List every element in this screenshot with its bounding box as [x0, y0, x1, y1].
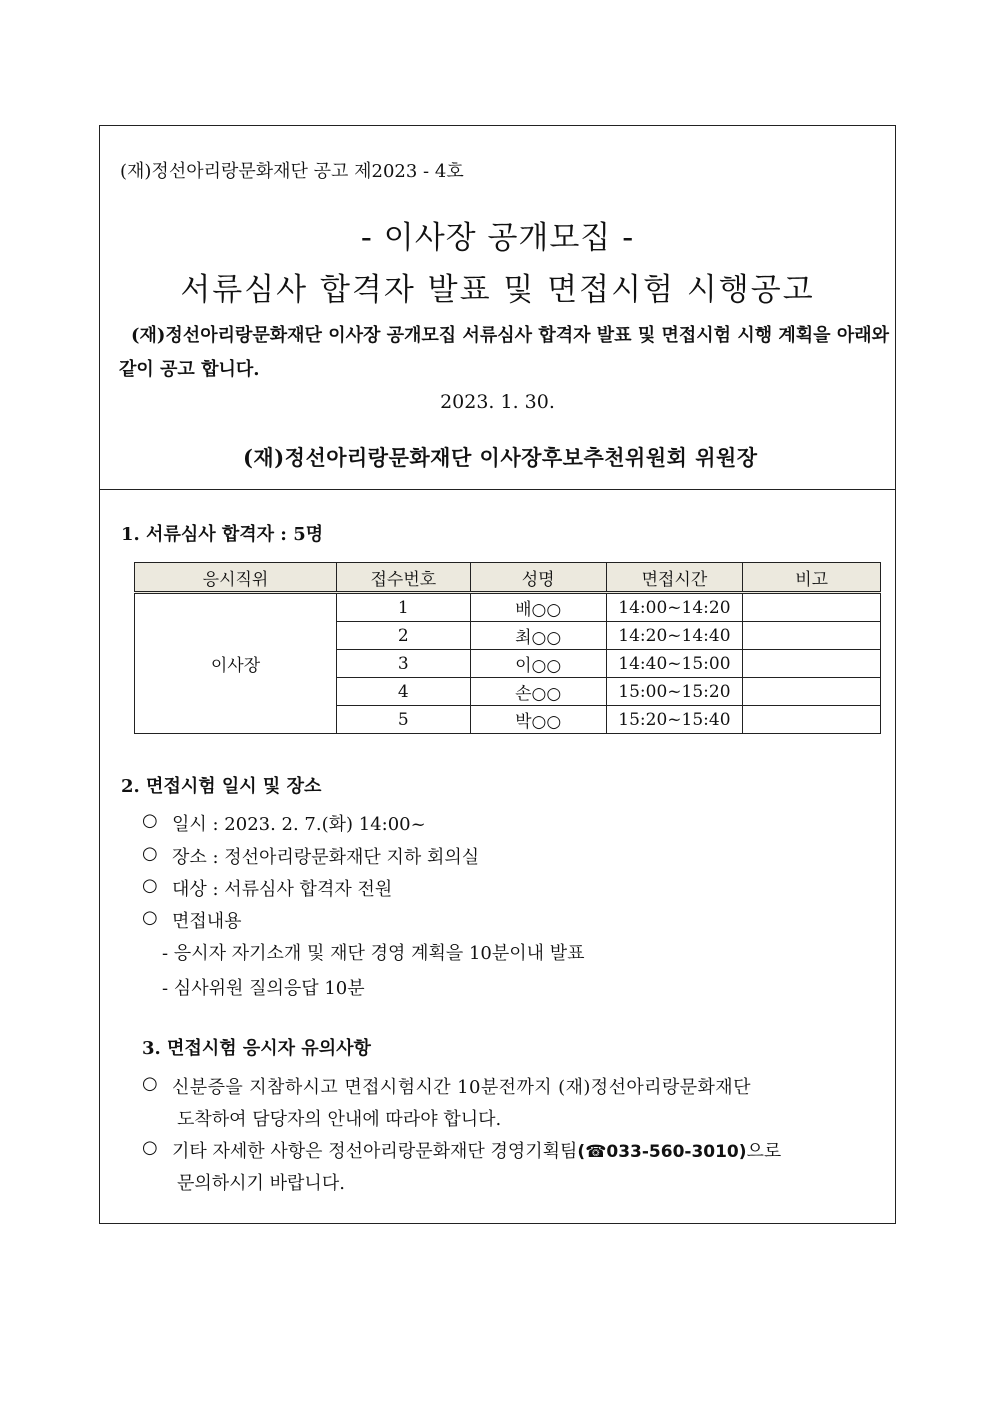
- candidate-name: 손○○: [470, 678, 606, 706]
- receipt-no: 2: [336, 622, 470, 650]
- position-cell: 이사장: [135, 593, 337, 734]
- interview-subitem: - 응시자 자기소개 및 재단 경영 계획을 10분이내 발표: [162, 943, 585, 964]
- candidate-table: [134, 562, 881, 734]
- schedule-item: 일시 : 2023. 2. 7.(화) 14:00~: [172, 814, 426, 835]
- schedule-item: 장소 : 정선아리랑문화재단 지하 회의실: [172, 847, 480, 868]
- interview-time: 14:00~14:20: [606, 593, 743, 622]
- caution-item: 신분증을 지참하시고 면접시험시간 10분전까지 (재)정선아리랑문화재단: [172, 1077, 751, 1098]
- section2-title: 2. 면접시험 일시 및 장소: [121, 776, 322, 797]
- interview-time: 15:00~15:20: [606, 678, 743, 706]
- notice-number: (재)정선아리랑문화재단 공고 제2023 - 4호: [120, 161, 464, 182]
- table-header-row: [135, 563, 881, 593]
- candidate-name: 최○○: [470, 622, 606, 650]
- receipt-no: 5: [336, 706, 470, 734]
- interview-time: 14:40~15:00: [606, 650, 743, 678]
- receipt-no: 3: [336, 650, 470, 678]
- candidate-name: 박○○: [470, 706, 606, 734]
- page-title: - 이사장 공개모집 -: [360, 220, 635, 256]
- note-cell: [743, 622, 881, 650]
- caution-suffix: 으로: [746, 1141, 782, 1162]
- column-header: 성명: [470, 563, 606, 593]
- interview-time: 15:20~15:40: [606, 706, 743, 734]
- candidate-name: 배○○: [470, 593, 606, 622]
- section3-title: 3. 면접시험 응시자 유의사항: [142, 1038, 371, 1059]
- column-header: 응시직위: [135, 563, 337, 593]
- notice-date: 2023. 1. 30.: [440, 391, 555, 413]
- column-header: 면접시간: [606, 563, 743, 593]
- column-header: 접수번호: [336, 563, 470, 593]
- page-subtitle: 서류심사 합격자 발표 및 면접시험 시행공고: [180, 272, 815, 308]
- bullet-circle: ○: [142, 875, 158, 896]
- table-row: [135, 593, 881, 622]
- signer: (재)정선아리랑문화재단 이사장후보추천위원회 위원장: [243, 445, 758, 470]
- note-cell: [743, 650, 881, 678]
- caution-item-cont: 도착하여 담당자의 안내에 따라야 합니다.: [177, 1109, 502, 1130]
- caution-item: [172, 1137, 781, 1163]
- section1-title: 1. 서류심사 합격자 : 5명: [121, 524, 324, 545]
- bullet-circle: ○: [142, 1073, 158, 1094]
- column-header: 비고: [743, 563, 881, 593]
- note-cell: [743, 678, 881, 706]
- note-cell: [743, 706, 881, 734]
- header-divider: [99, 489, 896, 490]
- bullet-circle: ○: [142, 843, 158, 864]
- receipt-no: 4: [336, 678, 470, 706]
- bullet-circle: ○: [142, 907, 158, 928]
- schedule-item: 면접내용: [172, 911, 242, 932]
- bullet-circle: ○: [142, 1137, 158, 1158]
- intro-text: (재)정선아리랑문화재단 이사장 공개모집 서류심사 합격자 발표 및 면접시험 시행 계획을 아래와 같이 공고 합니다.: [119, 325, 889, 380]
- candidate-name: 이○○: [470, 650, 606, 678]
- interview-time: 14:20~14:40: [606, 622, 743, 650]
- caution-text: 기타 자세한 사항은 정선아리랑문화재단 경영기획팀: [172, 1141, 578, 1162]
- note-cell: [743, 593, 881, 622]
- bullet-circle: ○: [142, 810, 158, 831]
- interview-subitem: - 심사위원 질의응답 10분: [162, 978, 365, 999]
- receipt-no: 1: [336, 593, 470, 622]
- caution-item-cont: 문의하시기 바랍니다.: [177, 1173, 345, 1194]
- phone-number: (☎033-560-3010): [577, 1142, 747, 1162]
- schedule-item: 대상 : 서류심사 합격자 전원: [172, 879, 393, 900]
